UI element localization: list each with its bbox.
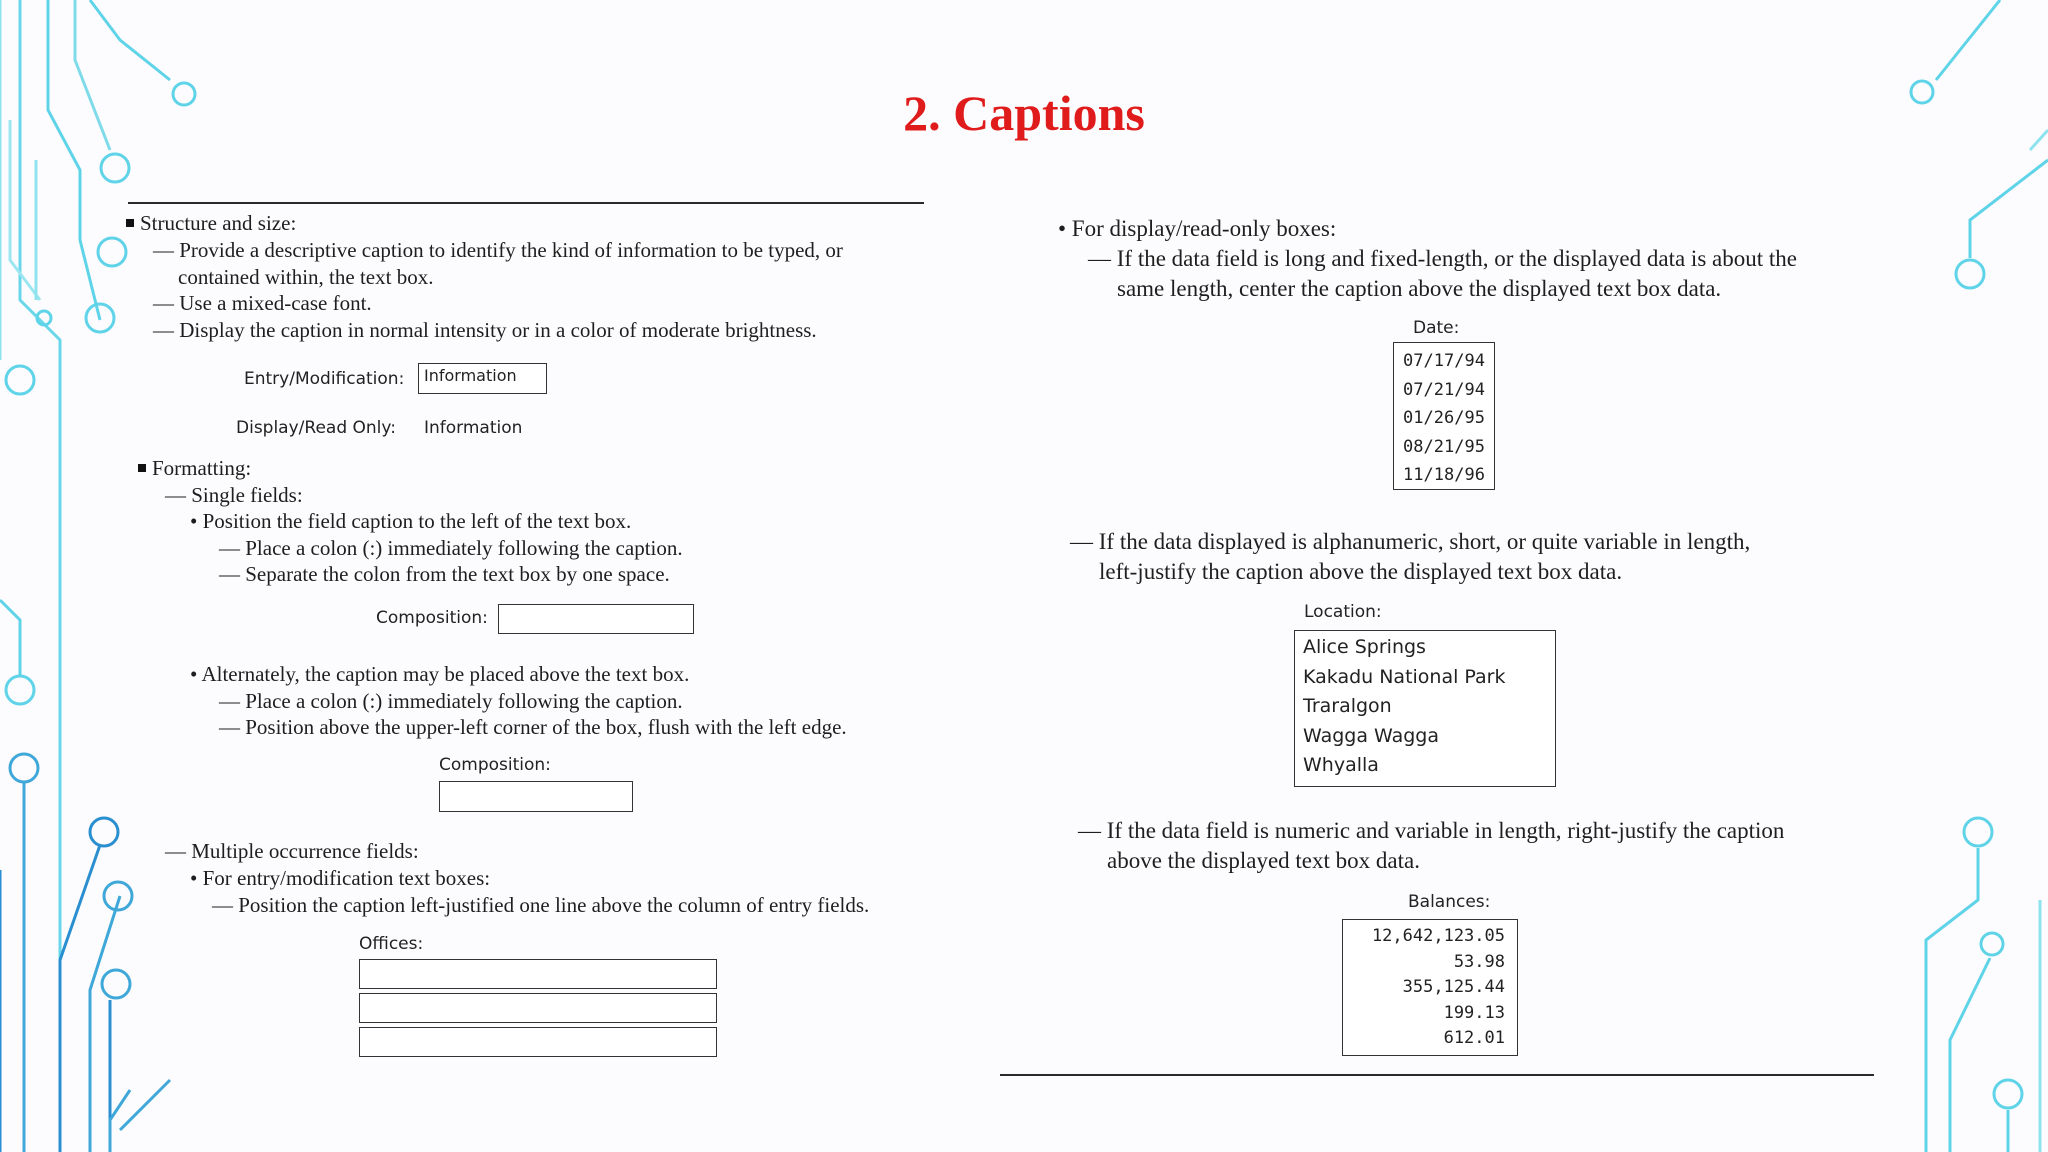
numeric-line-2: above the displayed text box data. [1107,848,1420,873]
composition-input-2[interactable] [439,781,633,812]
square-bullet-icon [126,219,134,227]
left-top-rule [128,202,924,204]
location-display-box [1294,630,1556,787]
structure-heading [126,210,296,237]
structure-item-1-cont: contained within, the text box. [178,265,434,289]
date-row: 08/21/95 [1403,436,1485,457]
date-row: 07/17/94 [1403,351,1485,371]
composition-label-above: Composition: [439,755,551,775]
alphanumeric-line-2: left-justify the caption above the displayed text box data. [1099,559,1623,584]
location-row: Whyalla [1303,754,1379,776]
structure-item-3: — Display the caption in normal intensity or in a color of moderate brightness. [153,318,817,342]
composition-label: Composition: [376,608,488,628]
composition-input[interactable] [498,604,694,634]
balance-row: 199.13 [1443,1002,1505,1023]
display-heading: • For display/read-only boxes: [1058,216,1337,241]
offices-input-3[interactable] [359,1027,717,1057]
date-display-box [1393,342,1495,490]
position-above: — Position above the upper-left corner of the box, flush with the left edge. [219,715,847,739]
long-fixed-line-1: — If the data field is long and fixed-length, or the displayed data is about the [1088,246,1797,271]
date-row: 01/26/95 [1403,408,1485,428]
right-bottom-rule [1000,1074,1874,1076]
colon-following-2: — Place a colon (:) immediately following the caption. [219,689,683,713]
date-label: Date: [1413,318,1460,338]
multiple-occurrence: — Multiple occurrence fields: [165,839,419,863]
entry-modification-value: Information [424,366,517,385]
formatting-heading-text: Formatting: [152,456,252,480]
formatting-heading [138,455,251,482]
location-row: Traralgon [1303,695,1392,717]
long-fixed-line-2: same length, center the caption above the displayed text box data. [1117,276,1722,301]
offices-input-2[interactable] [359,993,717,1023]
square-bullet-icon [138,464,146,472]
alternately: • Alternately, the caption may be placed above the text box. [190,662,690,686]
left-justified-note: — Position the caption left-justified one line above the column of entry fields. [212,893,870,917]
offices-label: Offices: [359,934,424,954]
structure-item-2: — Use a mixed-case font. [153,291,372,315]
location-row: Alice Springs [1303,636,1426,658]
single-fields: — Single fields: [165,483,303,507]
date-row: 11/18/96 [1403,465,1485,485]
colon-following: — Place a colon (:) immediately following the caption. [219,536,683,560]
balance-row: 355,125.44 [1402,977,1505,997]
position-left: • Position the field caption to the left of the text box. [190,509,632,533]
balance-row: 53.98 [1453,951,1505,972]
location-row: Wagga Wagga [1303,724,1439,747]
page-title: 2. Captions [903,85,1145,141]
balance-row: 612.01 [1443,1028,1505,1048]
entry-modification-label: Entry/Modification: [244,369,405,389]
balances-label: Balances: [1408,892,1491,912]
display-read-only-label: Display/Read Only: [236,418,396,438]
display-read-only-value: Information [424,418,523,438]
numeric-line-1: — If the data field is numeric and variable in length, right-justify the caption [1078,818,1785,843]
location-row: Kakadu National Park [1303,665,1506,688]
entry-modification-input[interactable] [418,363,547,394]
structure-heading-text: Structure and size: [140,211,297,235]
alphanumeric-line-1: — If the data displayed is alphanumeric, short, or quite variable in length, [1070,529,1751,554]
separate-colon: — Separate the colon from the text box by one space. [219,562,670,586]
structure-item-1: — Provide a descriptive caption to identify the kind of information to be typed, or [153,238,843,262]
balance-row: 12,642,123.05 [1371,926,1505,946]
offices-input-1[interactable] [359,959,717,989]
location-label: Location: [1304,602,1382,622]
date-row: 07/21/94 [1403,379,1485,400]
balances-display-box [1342,919,1518,1056]
entry-text-boxes: • For entry/modification text boxes: [190,866,491,890]
